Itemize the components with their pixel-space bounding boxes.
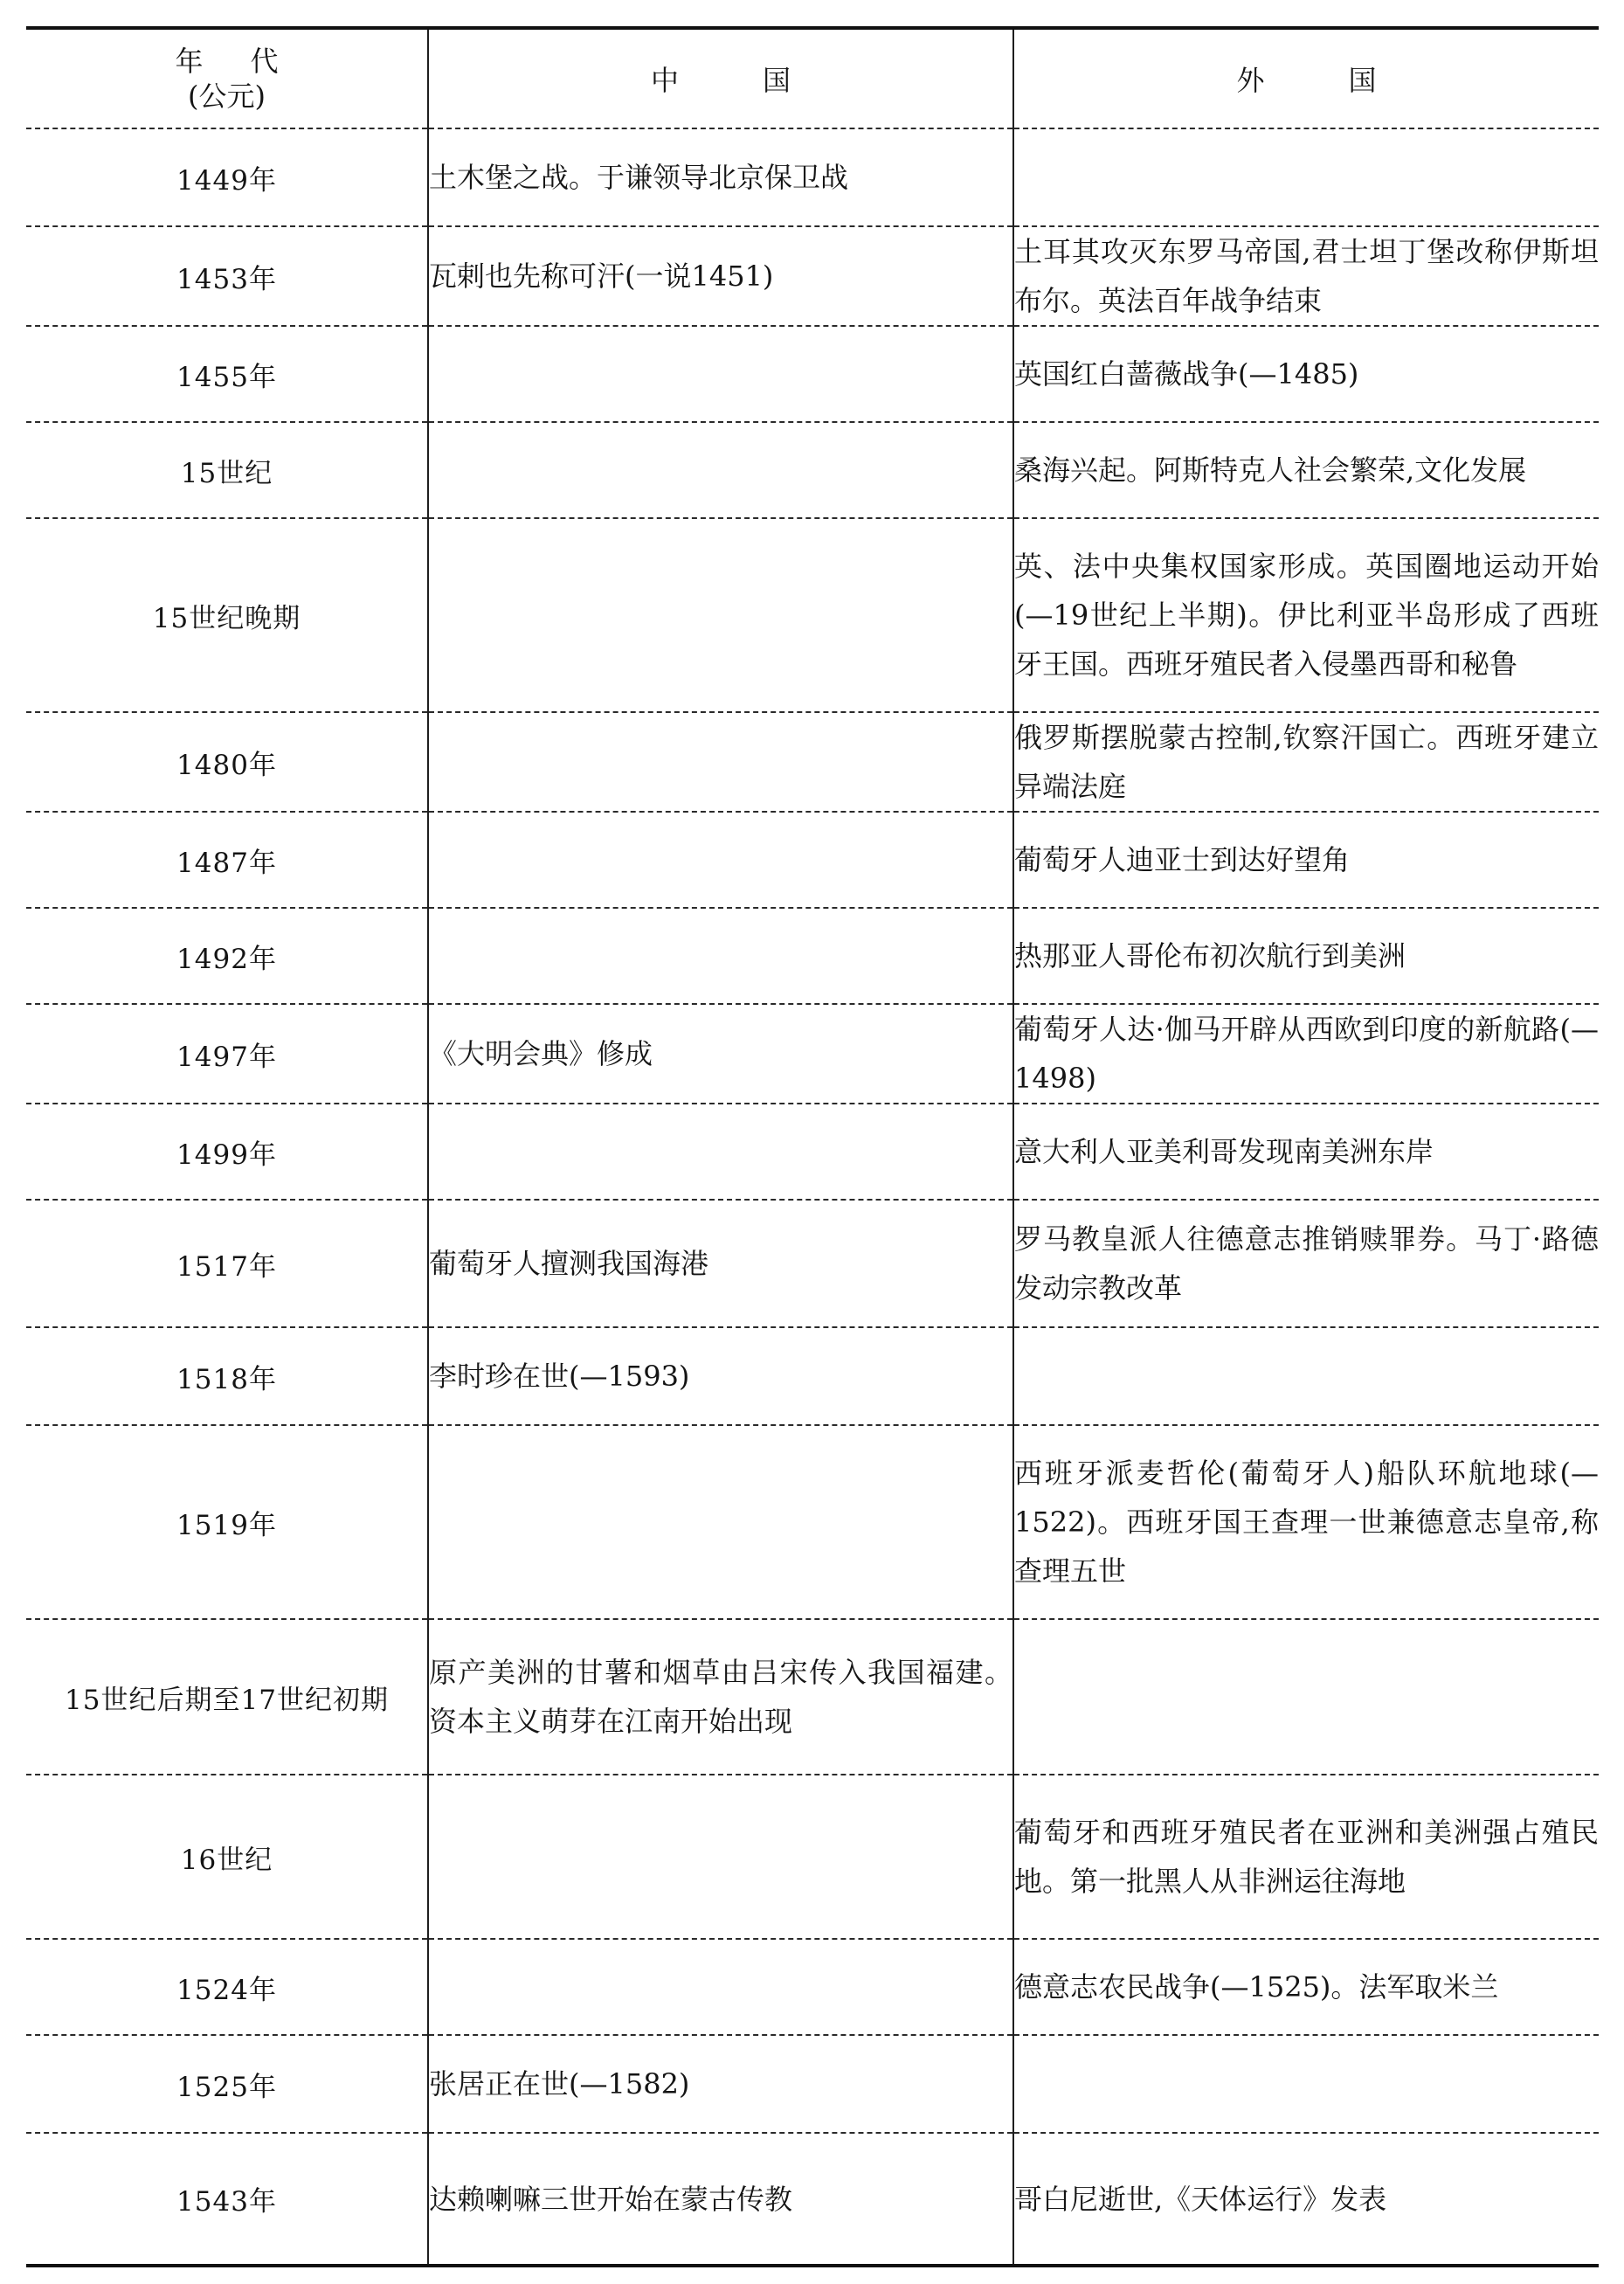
table-header-row: [26, 28, 1599, 128]
year-cell: 1517年: [26, 1200, 428, 1327]
year-cell: 1499年: [26, 1104, 428, 1200]
year-cell: 1487年: [26, 812, 428, 908]
foreign-event-cell: 意大利人亚美利哥发现南美洲东岸: [1013, 1104, 1599, 1200]
year-cell: 15世纪晚期: [26, 518, 428, 712]
china-event-cell: [428, 518, 1013, 712]
year-cell: 1455年: [26, 326, 428, 422]
year-cell: 1492年: [26, 908, 428, 1004]
foreign-event-cell: 德意志农民战争(—1525)。法军取米兰: [1013, 1939, 1599, 2035]
china-event-cell: 达赖喇嘛三世开始在蒙古传教: [428, 2133, 1013, 2266]
china-event-cell: 《大明会典》修成: [428, 1004, 1013, 1104]
table-row: [26, 226, 1599, 326]
china-event-cell: [428, 1104, 1013, 1200]
table-row: [26, 2035, 1599, 2133]
table-row: [26, 1425, 1599, 1619]
year-cell: 1480年: [26, 712, 428, 812]
year-cell: 15世纪: [26, 422, 428, 518]
table-row: [26, 518, 1599, 712]
year-cell: 1519年: [26, 1425, 428, 1619]
header-china: [428, 28, 1013, 128]
china-event-cell: 李时珍在世(—1593): [428, 1327, 1013, 1425]
china-event-cell: [428, 1775, 1013, 1939]
foreign-event-cell: 俄罗斯摆脱蒙古控制,钦察汗国亡。西班牙建立异端法庭: [1013, 712, 1599, 812]
china-event-cell: 土木堡之战。于谦领导北京保卫战: [428, 128, 1013, 226]
year-cell: 1497年: [26, 1004, 428, 1104]
foreign-event-cell: [1013, 1619, 1599, 1775]
header-foreign-label: 外国: [1236, 64, 1461, 97]
table-row: [26, 1004, 1599, 1104]
foreign-event-cell: 桑海兴起。阿斯特克人社会繁荣,文化发展: [1013, 422, 1599, 518]
table-row: [26, 2133, 1599, 2266]
header-china-label: 中国: [650, 64, 874, 97]
header-foreign: [1013, 28, 1599, 128]
year-cell: 1524年: [26, 1939, 428, 2035]
china-event-cell: 瓦剌也先称可汗(一说1451): [428, 226, 1013, 326]
foreign-event-cell: 罗马教皇派人往德意志推销赎罪券。马丁·路德发动宗教改革: [1013, 1200, 1599, 1327]
foreign-event-cell: 葡萄牙人迪亚士到达好望角: [1013, 812, 1599, 908]
foreign-event-cell: 哥白尼逝世,《天体运行》发表: [1013, 2133, 1599, 2266]
china-event-cell: [428, 812, 1013, 908]
foreign-event-cell: [1013, 2035, 1599, 2133]
year-cell: 1518年: [26, 1327, 428, 1425]
china-event-cell: [428, 712, 1013, 812]
table-row: [26, 422, 1599, 518]
table-row: [26, 908, 1599, 1004]
foreign-event-cell: 热那亚人哥伦布初次航行到美洲: [1013, 908, 1599, 1004]
year-cell: 1525年: [26, 2035, 428, 2133]
table-row: [26, 326, 1599, 422]
foreign-event-cell: 土耳其攻灭东罗马帝国,君士坦丁堡改称伊斯坦布尔。英法百年战争结束: [1013, 226, 1599, 326]
year-cell: 1453年: [26, 226, 428, 326]
foreign-event-cell: 英国红白蔷薇战争(—1485): [1013, 326, 1599, 422]
table-row: [26, 1775, 1599, 1939]
china-event-cell: [428, 1939, 1013, 2035]
chronology-page: [26, 26, 1599, 2267]
foreign-event-cell: 葡萄牙人达·伽马开辟从西欧到印度的新航路(—1498): [1013, 1004, 1599, 1104]
foreign-event-cell: [1013, 128, 1599, 226]
year-cell: 1449年: [26, 128, 428, 226]
china-event-cell: 葡萄牙人擅测我国海港: [428, 1200, 1013, 1327]
china-event-cell: [428, 1425, 1013, 1619]
foreign-event-cell: 西班牙派麦哲伦(葡萄牙人)船队环航地球(—1522)。西班牙国王查理一世兼德意志皇帝,称查理五世: [1013, 1425, 1599, 1619]
year-cell: 16世纪: [26, 1775, 428, 1939]
header-year-note: (公元): [188, 80, 266, 113]
table-row: [26, 1939, 1599, 2035]
table-row: [26, 1327, 1599, 1425]
year-cell: 1543年: [26, 2133, 428, 2266]
china-event-cell: [428, 908, 1013, 1004]
header-year: [26, 28, 428, 128]
year-cell: 15世纪后期至17世纪初期: [26, 1619, 428, 1775]
table-row: [26, 812, 1599, 908]
table-row: [26, 128, 1599, 226]
chronology-table: [26, 26, 1599, 2267]
china-event-cell: [428, 422, 1013, 518]
table-row: [26, 1200, 1599, 1327]
foreign-event-cell: [1013, 1327, 1599, 1425]
foreign-event-cell: 英、法中央集权国家形成。英国圈地运动开始(—19世纪上半期)。伊比利亚半岛形成了西班牙王国。西班牙殖民者入侵墨西哥和秘鲁: [1013, 518, 1599, 712]
china-event-cell: [428, 326, 1013, 422]
foreign-event-cell: 葡萄牙和西班牙殖民者在亚洲和美洲强占殖民地。第一批黑人从非洲运往海地: [1013, 1775, 1599, 1939]
china-event-cell: 张居正在世(—1582): [428, 2035, 1013, 2133]
table-row: [26, 712, 1599, 812]
header-year-label: 年代: [175, 45, 326, 78]
table-row: [26, 1104, 1599, 1200]
china-event-cell: 原产美洲的甘薯和烟草由吕宋传入我国福建。资本主义萌芽在江南开始出现: [428, 1619, 1013, 1775]
table-row: [26, 1619, 1599, 1775]
